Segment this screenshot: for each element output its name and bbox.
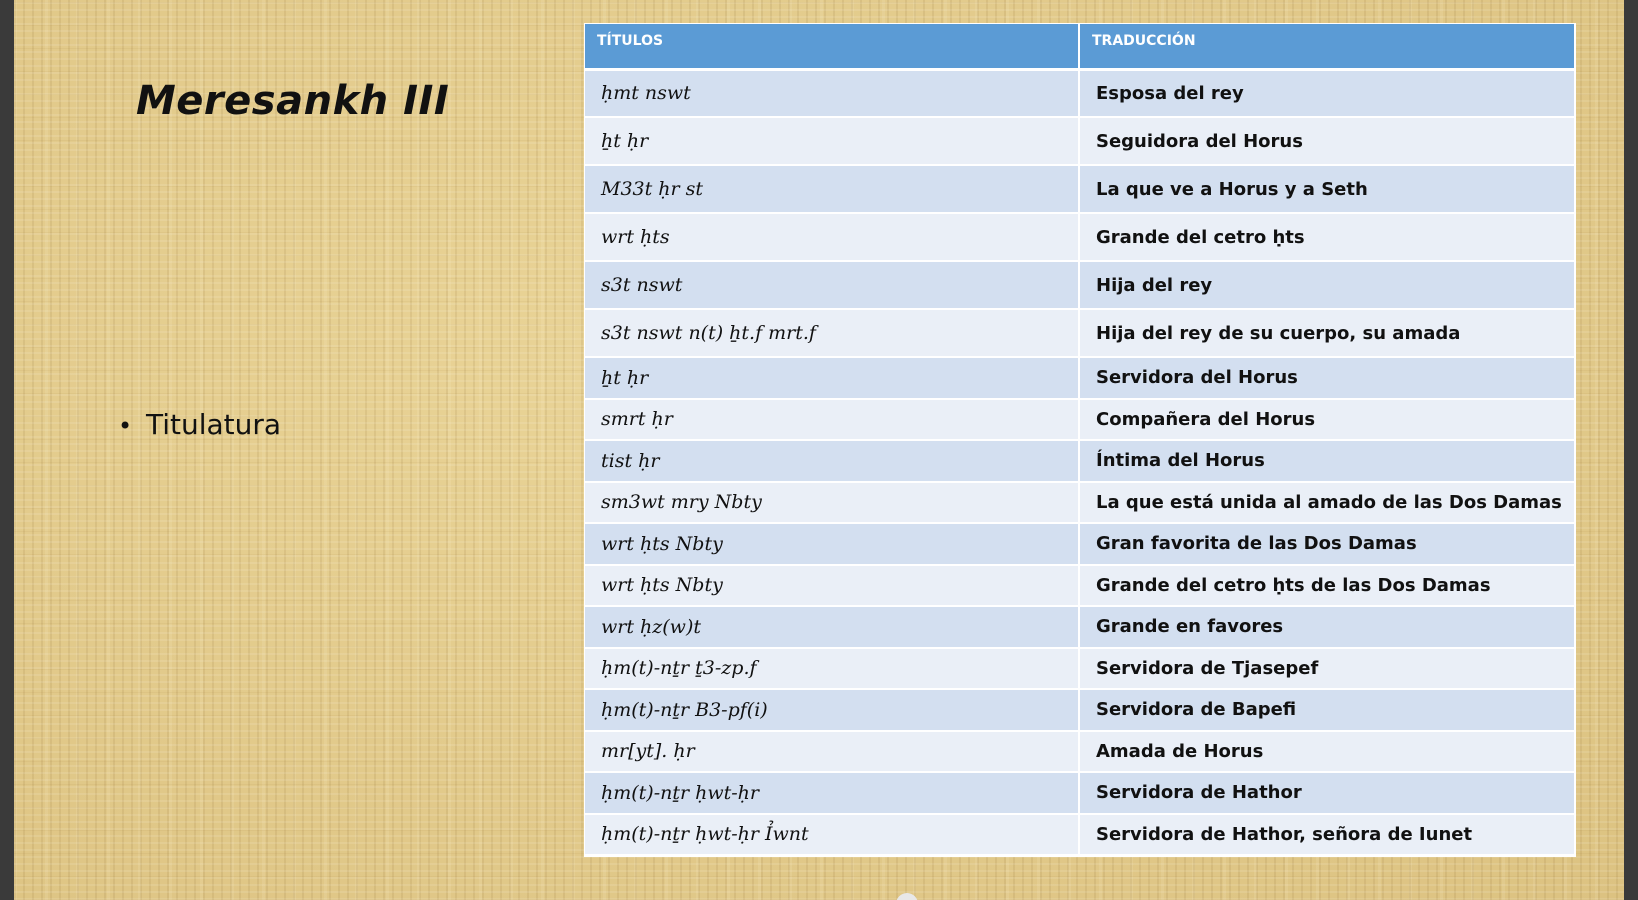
- cell-traduccion: Servidora del Horus: [1079, 357, 1575, 399]
- cell-titulo: tist ḥr: [585, 440, 1079, 482]
- cell-titulo: ḥm(t)-nṯr ḥwt-ḥr Ỉwnt: [585, 814, 1079, 856]
- table-row: [585, 606, 1575, 648]
- cell-titulo: smrt ḥr: [585, 399, 1079, 441]
- cell-traduccion: Servidora de Tjasepef: [1079, 648, 1575, 690]
- table-row: [585, 814, 1575, 856]
- cell-titulo: wrt ḥts Nbty: [585, 565, 1079, 607]
- slide: [14, 0, 1624, 900]
- cell-titulo: mr[yt]. ḥr: [585, 731, 1079, 773]
- header-traduccion: TRADUCCIÓN: [1079, 24, 1575, 69]
- cell-traduccion: Grande del cetro ḥts de las Dos Damas: [1079, 565, 1575, 607]
- table-row: [585, 565, 1575, 607]
- table-row: [585, 772, 1575, 814]
- cell-titulo: ḥmt nswt: [585, 69, 1079, 117]
- cell-titulo: M33t ḥr st: [585, 165, 1079, 213]
- header-titulos: TÍTULOS: [585, 24, 1079, 69]
- table-row: [585, 309, 1575, 357]
- titles-table-container: [584, 23, 1576, 857]
- table-row: [585, 117, 1575, 165]
- cell-titulo: ḥm(t)-nṯr ḥwt-ḥr: [585, 772, 1079, 814]
- cell-traduccion: Íntima del Horus: [1079, 440, 1575, 482]
- cell-traduccion: Grande del cetro ḥts: [1079, 213, 1575, 261]
- cell-traduccion: Hija del rey: [1079, 261, 1575, 309]
- slide-nav-indicator[interactable]: [896, 893, 918, 900]
- bullet-list: [118, 408, 281, 441]
- cell-traduccion: Servidora de Bapefi: [1079, 689, 1575, 731]
- table-row: [585, 357, 1575, 399]
- cell-traduccion: Hija del rey de su cuerpo, su amada: [1079, 309, 1575, 357]
- cell-titulo: ẖt ḥr: [585, 117, 1079, 165]
- cell-traduccion: Gran favorita de las Dos Damas: [1079, 523, 1575, 565]
- cell-titulo: wrt ḥz(w)t: [585, 606, 1079, 648]
- cell-titulo: ḥm(t)-nṯr B3-pf(i): [585, 689, 1079, 731]
- table-row: [585, 482, 1575, 524]
- table-row: [585, 731, 1575, 773]
- cell-titulo: s3t nswt: [585, 261, 1079, 309]
- slide-title: Meresankh III: [136, 78, 450, 124]
- titles-table: [585, 24, 1576, 856]
- cell-traduccion: Esposa del rey: [1079, 69, 1575, 117]
- table-row: [585, 213, 1575, 261]
- cell-titulo: sm3wt mry Nbty: [585, 482, 1079, 524]
- table-row: [585, 689, 1575, 731]
- table-row: [585, 399, 1575, 441]
- cell-titulo: wrt ḥts: [585, 213, 1079, 261]
- cell-traduccion: La que ve a Horus y a Seth: [1079, 165, 1575, 213]
- cell-traduccion: La que está unida al amado de las Dos Damas: [1079, 482, 1575, 524]
- cell-titulo: s3t nswt n(t) ẖt.f mrt.f: [585, 309, 1079, 357]
- cell-traduccion: Servidora de Hathor: [1079, 772, 1575, 814]
- table-row: [585, 523, 1575, 565]
- cell-traduccion: Servidora de Hathor, señora de Iunet: [1079, 814, 1575, 856]
- table-row: [585, 261, 1575, 309]
- cell-titulo: wrt ḥts Nbty: [585, 523, 1079, 565]
- bullet-item: • Titulatura: [118, 408, 281, 441]
- table-row: [585, 440, 1575, 482]
- table-row: [585, 69, 1575, 117]
- cell-traduccion: Amada de Horus: [1079, 731, 1575, 773]
- table-row: [585, 165, 1575, 213]
- cell-traduccion: Seguidora del Horus: [1079, 117, 1575, 165]
- cell-traduccion: Grande en favores: [1079, 606, 1575, 648]
- table-row: [585, 648, 1575, 690]
- cell-titulo: ẖt ḥr: [585, 357, 1079, 399]
- cell-traduccion: Compañera del Horus: [1079, 399, 1575, 441]
- cell-titulo: ḥm(t)-nṯr ṯ3-zp.f: [585, 648, 1079, 690]
- table-header-row: [585, 24, 1575, 69]
